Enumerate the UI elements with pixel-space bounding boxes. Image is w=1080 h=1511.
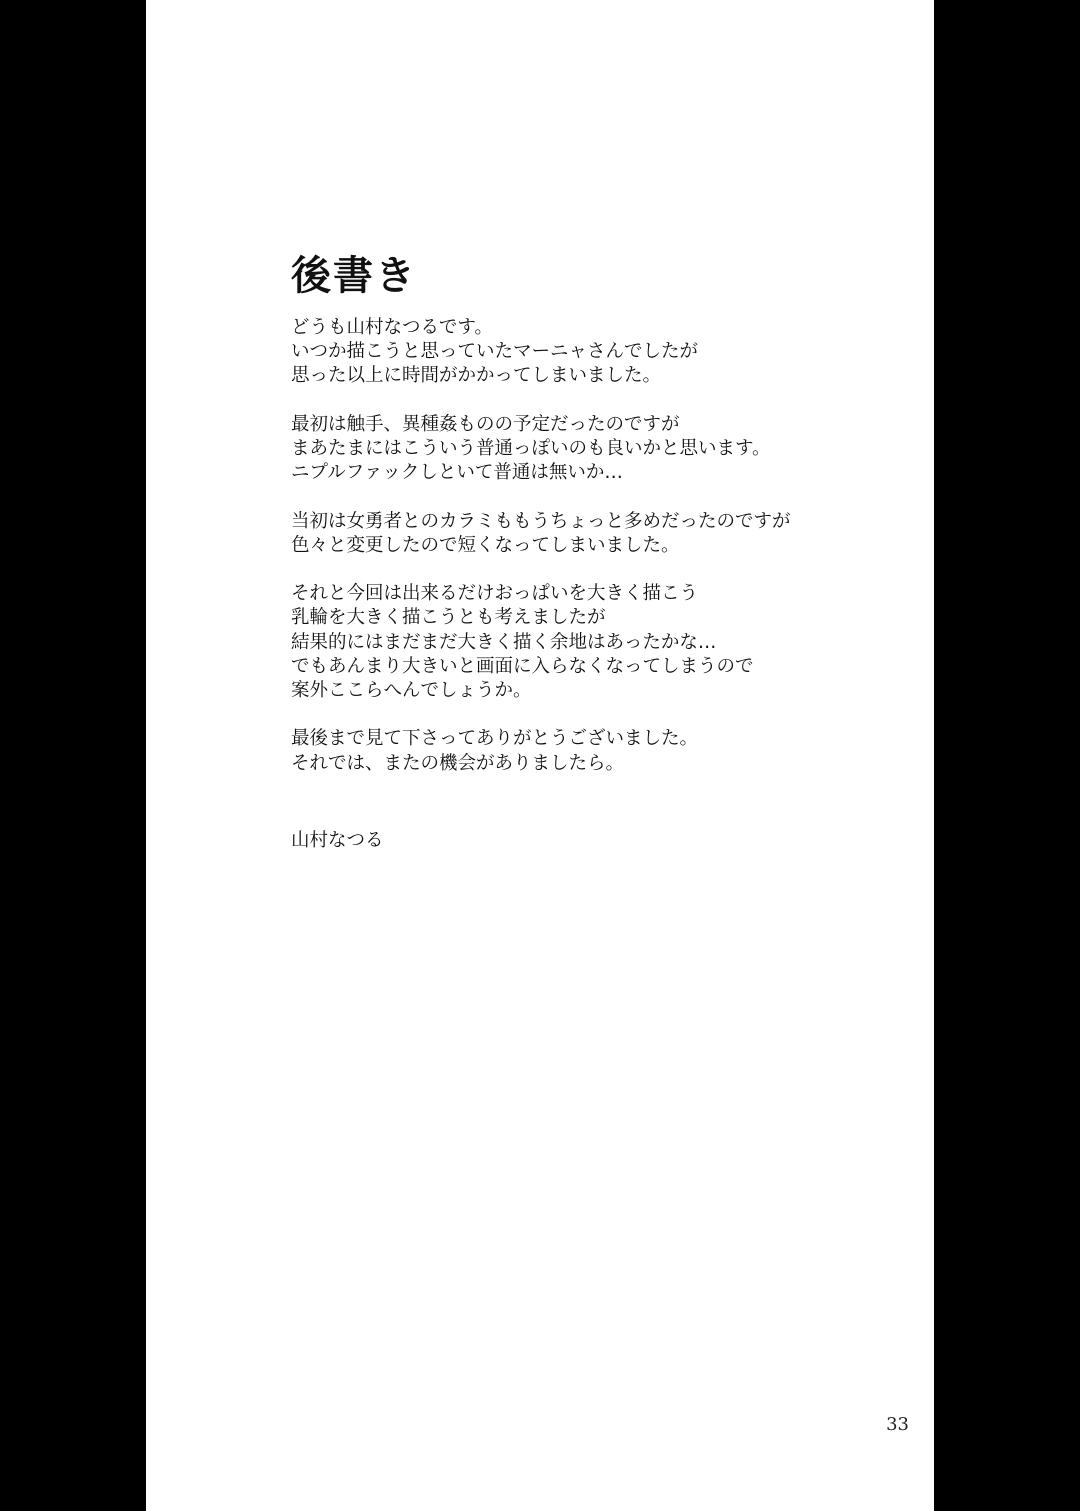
text-line: 最初は触手、異種姦ものの予定だったのですが (291, 413, 680, 435)
text-line: ニプルファックしといて普通は無いか… (291, 462, 623, 484)
text-line: 最後まで見て下さってありがとうございました。 (291, 728, 699, 750)
document-page (146, 0, 934, 1511)
text-line: いつか描こうと思っていたマーニャさんでしたが (291, 341, 699, 363)
paragraph-1 (291, 316, 911, 389)
text-line: どうも山村なつるです。 (291, 317, 493, 338)
text-line: 案外ここらへんでしょうか。 (291, 680, 532, 701)
text-line: 色々と変更したので短くなってしまいました。 (291, 534, 680, 556)
page-number: 33 (886, 1414, 909, 1435)
afterword-body (291, 316, 911, 800)
paragraph-4 (291, 582, 911, 703)
text-line: それと今回は出来るだけおっぱいを大きく描こう (291, 583, 699, 605)
page-title: 後書き (291, 253, 417, 299)
text-line: まあたまにはこういう普通っぽいのも良いかと思います。 (291, 438, 771, 459)
text-line: 結果的にはまだまだ大きく描く余地はあったかな… (291, 631, 717, 653)
paragraph-3 (291, 510, 911, 558)
text-line: でもあんまり大きいと画面に入らなくなってしまうので (291, 655, 754, 677)
text-line: それでは、またの機会がありましたら。 (291, 752, 625, 774)
text-line: 当初は女勇者とのカラミももうちょっと多めだったのですが (291, 510, 791, 532)
text-line: 乳輪を大きく描こうとも考えましたが (291, 607, 606, 629)
paragraph-5 (291, 727, 911, 775)
paragraph-2 (291, 413, 911, 486)
text-line: 思った以上に時間がかかってしまいました。 (291, 365, 662, 387)
author-signature: 山村なつる (291, 830, 384, 851)
